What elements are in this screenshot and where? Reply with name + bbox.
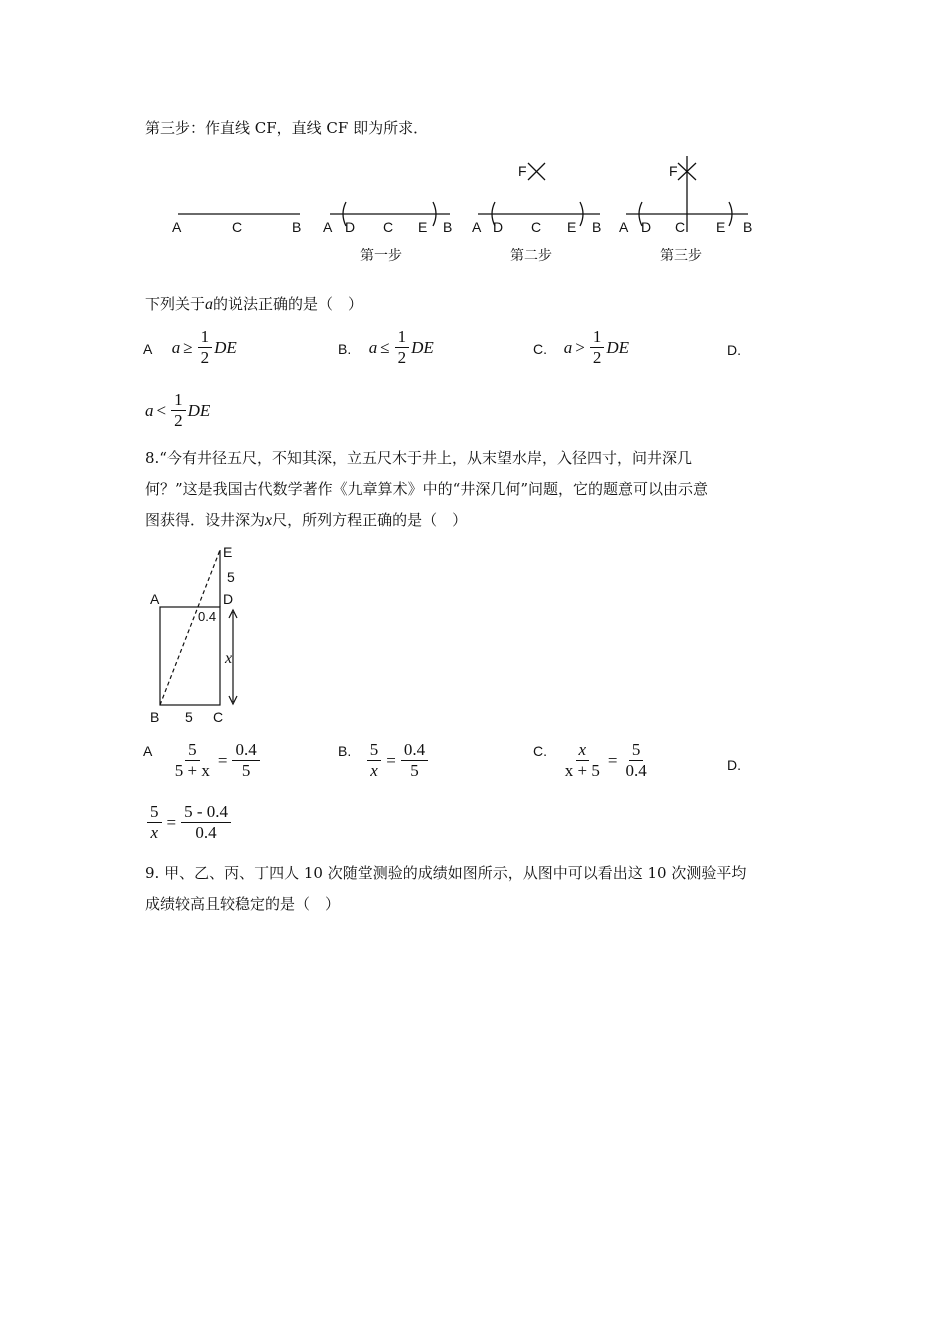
q8-option-c[interactable]: C. $\frac{x}{x + 5}$ = $\frac{5}{0.4}$ bbox=[533, 740, 647, 780]
q8-line3: 图获得．设井深为x尺，所列方程正确的是（ ） bbox=[145, 511, 468, 529]
q8-option-b[interactable]: B. $\frac{5}{x}$ = $\frac{0.4}{5}$ bbox=[338, 740, 430, 781]
well-label-E: E bbox=[223, 544, 233, 560]
label-C1: C bbox=[232, 219, 243, 235]
well-label-A: A bbox=[150, 591, 160, 607]
caption-step2: 第二步 bbox=[510, 248, 552, 264]
svg-text:C: C bbox=[675, 219, 686, 235]
q7-option-a[interactable]: A a ≥ $\frac{1}{2}$ DE bbox=[143, 327, 237, 367]
svg-text:D: D bbox=[641, 219, 652, 235]
q8-line1: 8.“今有井径五尺，不知其深，立五尺木于井上，从末望水岸，入径四寸，问井深几 bbox=[145, 449, 692, 467]
q7-option-d-formula: a < $\frac{1}{2}$ DE bbox=[145, 390, 211, 430]
q8-option-a[interactable]: A $\frac{5}{5 + x}$ = $\frac{0.4}{5}$ bbox=[143, 740, 262, 781]
caption-step1: 第一步 bbox=[360, 248, 402, 264]
svg-text:F: F bbox=[518, 163, 527, 179]
caption-step3: 第三步 bbox=[660, 248, 702, 264]
svg-text:B: B bbox=[743, 219, 753, 235]
svg-text:A: A bbox=[472, 219, 482, 235]
svg-text:E: E bbox=[567, 219, 577, 235]
q7-option-d-letter[interactable]: D. bbox=[727, 342, 741, 358]
q9-line2: 成绩较高且较稳定的是（ ） bbox=[145, 895, 341, 913]
svg-text:B: B bbox=[443, 219, 453, 235]
label-A1: A bbox=[172, 219, 182, 235]
svg-text:D: D bbox=[345, 219, 356, 235]
step3-text: 第三步：作直线 CF，直线 CF 即为所求． bbox=[145, 119, 429, 137]
well-label-C: C bbox=[213, 709, 224, 725]
svg-text:A: A bbox=[323, 219, 333, 235]
well-label-D: D bbox=[223, 591, 234, 607]
q9-line1: 9. 甲、乙、丙、丁四人 10 次随堂测验的成绩如图所示，从图中可以看出这 10 次测验平均 bbox=[145, 864, 747, 882]
well-label-B: B bbox=[150, 709, 160, 725]
q8-option-d-formula: $\frac{5}{x}$ = $\frac{5 - 0.4}{0.4}$ bbox=[145, 802, 233, 843]
label-B1: B bbox=[292, 219, 302, 235]
svg-text:B: B bbox=[592, 219, 602, 235]
construction-diagram bbox=[160, 150, 780, 270]
q7-option-c[interactable]: C. a > $\frac{1}{2}$ DE bbox=[533, 327, 630, 367]
svg-text:E: E bbox=[418, 219, 428, 235]
svg-text:A: A bbox=[619, 219, 629, 235]
q7-option-b[interactable]: B. a ≤ $\frac{1}{2}$ DE bbox=[338, 327, 434, 367]
q8-line2: 何？”这是我国古代数学著作《九章算术》中的“井深几何”问题，它的题意可以由示意 bbox=[145, 480, 709, 498]
q8-option-d-letter[interactable]: D. bbox=[727, 757, 741, 773]
svg-text:C: C bbox=[383, 219, 394, 235]
svg-text:0.4: 0.4 bbox=[198, 609, 217, 624]
q7-stem: 下列关于a的说法正确的是（ ） bbox=[145, 295, 364, 313]
well-diagram bbox=[145, 540, 265, 730]
svg-text:F: F bbox=[669, 163, 678, 179]
svg-text:D: D bbox=[493, 219, 504, 235]
svg-text:5: 5 bbox=[227, 569, 235, 585]
svg-text:E: E bbox=[716, 219, 726, 235]
svg-text:C: C bbox=[531, 219, 542, 235]
svg-text:5: 5 bbox=[185, 709, 193, 725]
svg-text:x: x bbox=[225, 650, 233, 667]
